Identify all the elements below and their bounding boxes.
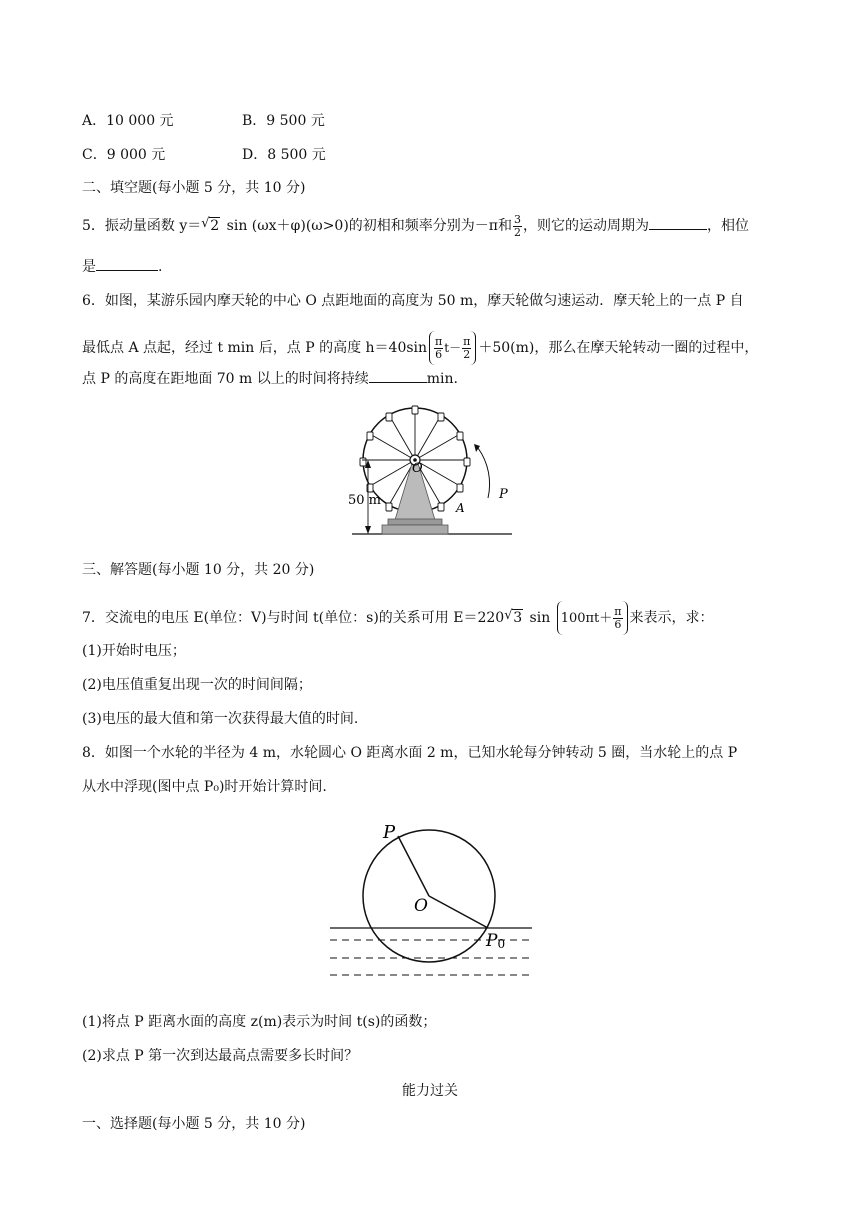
cabin bbox=[360, 458, 366, 466]
option-b: B．9 500 元 bbox=[242, 113, 325, 129]
spoke bbox=[415, 415, 441, 460]
q8-sub2: (2)求点 P 第一次到达最高点需要多长时间？ bbox=[82, 1048, 359, 1064]
q7-prefix: 7．交流电的电压 E(单位：V)与时间 t(单位：s)的关系可用 E＝220 bbox=[82, 610, 505, 626]
label-p0 bbox=[485, 931, 505, 951]
q6-line1: 6．如图，某游乐园内摩天轮的中心 O 点距地面的高度为 50 m，摩天轮做匀速运动．摩天轮上的一点 P 自 bbox=[82, 293, 744, 309]
q5-blank-period bbox=[649, 215, 707, 230]
sqrt-symbol bbox=[201, 211, 220, 241]
option-a: A．10 000 元 bbox=[82, 113, 174, 129]
q7-frac bbox=[613, 606, 622, 631]
label-p: P bbox=[499, 487, 508, 502]
cabin bbox=[412, 406, 418, 414]
option-d: D．8 500 元 bbox=[242, 147, 326, 163]
spoke bbox=[389, 415, 415, 460]
arrow-head bbox=[474, 444, 480, 452]
label-p0-main: P bbox=[486, 931, 498, 951]
cabin bbox=[386, 503, 392, 511]
q7-frac-den: 6 bbox=[614, 617, 622, 631]
q5-sqrt-arg: 2 bbox=[210, 218, 220, 234]
section2-heading: 二、填空题(每小题 5 分，共 10 分) bbox=[82, 180, 306, 196]
label-a: A bbox=[456, 501, 465, 515]
q5-fraction bbox=[513, 214, 522, 239]
q5-line1 bbox=[82, 211, 749, 241]
q6-line3-suffix: min. bbox=[426, 371, 458, 387]
cabin bbox=[464, 458, 470, 466]
q5-blank-phase bbox=[96, 256, 158, 271]
q6-line3-prefix: 点 P 的高度在距地面 70 m 以上的时间将持续 bbox=[82, 371, 369, 387]
q7-sub2: (2)电压值重复出现一次的时间间隔； bbox=[82, 677, 312, 693]
q6-f1-num: π bbox=[435, 334, 443, 348]
ferris-wheel-figure bbox=[340, 398, 520, 538]
q6-t: t bbox=[444, 341, 450, 355]
label-p: P bbox=[383, 822, 396, 843]
support-base bbox=[388, 519, 442, 525]
q7-sqrt bbox=[504, 600, 523, 636]
q5-line2-text: 是 bbox=[82, 259, 96, 275]
q5-frac-num: 3 bbox=[514, 212, 521, 226]
ability-heading: 能力过关 bbox=[402, 1083, 458, 1099]
q8-line1: 8．如图一个水轮的半径为 4 m，水轮圆心 O 距离水面 2 m，已知水轮每分钟转动 5 圈，当水轮上的点 P bbox=[82, 745, 738, 761]
label-p0-sub: 0 bbox=[497, 937, 506, 951]
q7-bracket bbox=[557, 601, 628, 635]
rotation-arrow bbox=[478, 448, 490, 498]
spoke bbox=[370, 434, 415, 460]
label-o: O bbox=[412, 461, 423, 476]
q5-prefix: 5．振动量函数 y＝ bbox=[82, 218, 202, 234]
support-foot bbox=[382, 525, 448, 534]
q7-sub1: (1)开始时电压； bbox=[82, 643, 186, 659]
q8-sub1: (1)将点 P 距离水面的高度 z(m)表示为时间 t(s)的函数； bbox=[82, 1014, 437, 1030]
q6-line3 bbox=[82, 368, 458, 389]
q6-minus: － bbox=[449, 341, 462, 355]
cabin bbox=[457, 432, 463, 440]
q5-suffix2: ，相位 bbox=[707, 218, 749, 234]
cabin bbox=[438, 503, 444, 511]
dim-arrow-bottom bbox=[365, 526, 371, 534]
q5-suffix: ，则它的运动周期为 bbox=[523, 218, 649, 234]
q7-arg-text: 100πt＋ bbox=[560, 611, 613, 626]
option-c: C．9 000 元 bbox=[82, 147, 166, 163]
q6-f1-den: 6 bbox=[435, 347, 443, 361]
q5-line2-end: . bbox=[158, 259, 163, 275]
label-o: O bbox=[414, 896, 428, 916]
water-wheel-figure bbox=[330, 818, 540, 984]
q8-line2: 从水中浮现(图中点 P₀)时开始计算时间. bbox=[82, 779, 327, 795]
q7-frac-num: π bbox=[614, 604, 622, 618]
q6-line2 bbox=[82, 330, 758, 366]
q7-line1 bbox=[82, 600, 714, 636]
q5-mid: sin (ωx＋φ)(ω>0)的初相和频率分别为－π和 bbox=[222, 218, 512, 234]
q6-f2-num: π bbox=[463, 334, 471, 348]
q6-f2-den: 2 bbox=[463, 347, 471, 361]
q6-frac1 bbox=[434, 336, 443, 361]
q7-suffix: 来表示，求： bbox=[629, 610, 714, 626]
radius-op0 bbox=[429, 896, 488, 928]
cabin bbox=[457, 484, 463, 492]
q7-sub3: (3)电压的最大值和第一次获得最大值的时间. bbox=[82, 711, 359, 727]
q6-blank bbox=[369, 368, 427, 383]
radius-op bbox=[398, 836, 429, 896]
q6-bracket bbox=[429, 331, 476, 365]
cabin bbox=[438, 413, 444, 421]
q5-line2 bbox=[82, 256, 162, 277]
label-height: 50 m bbox=[348, 493, 382, 508]
section3-heading: 三、解答题(每小题 10 分，共 20 分) bbox=[82, 562, 315, 578]
cabin bbox=[367, 432, 373, 440]
q6-line2-suffix: ＋50(m)，那么在摩天轮转动一圈的过程中， bbox=[478, 340, 759, 356]
cabin bbox=[386, 413, 392, 421]
q5-frac-den: 2 bbox=[514, 225, 521, 239]
q6-line2-prefix: 最低点 A 点起，经过 t min 后，点 P 的高度 h＝40sin bbox=[82, 340, 428, 356]
section1b-heading: 一、选择题(每小题 5 分，共 10 分) bbox=[82, 1116, 306, 1132]
q6-frac2 bbox=[462, 336, 471, 361]
spoke bbox=[415, 434, 460, 460]
q7-sqrt-arg: 3 bbox=[513, 610, 523, 626]
q7-sin: sin bbox=[525, 610, 551, 626]
